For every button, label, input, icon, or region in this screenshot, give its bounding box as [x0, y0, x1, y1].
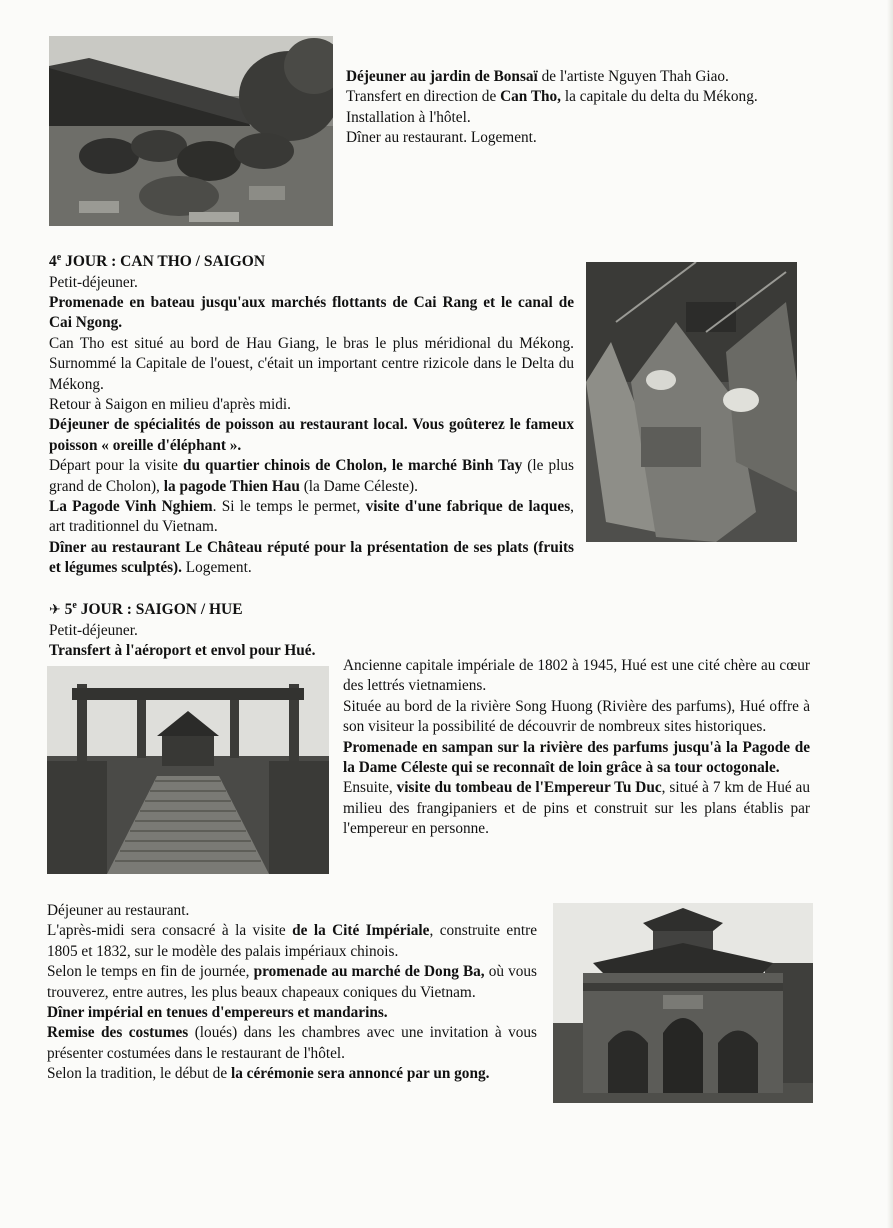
afternoon-imperial-city: L'après-midi sera consacré à la visite de la Cité Impériale, construite entre 1805 et 1832, sur le modèle des palais impériaux chinois.	[47, 922, 537, 960]
day5-tomb-visit: Ensuite, visite du tombeau de l'Empereur Tu Duc, situé à 7 km de Hué au milieu des frangipaniers et de pins et construit sur les plans établis par l'empereur en personne.	[343, 779, 810, 838]
afternoon-dinner: Dîner impérial en tenues d'empereurs et mandarins.	[47, 1004, 388, 1022]
day5-hue-location: Située au bord de la rivière Song Huong (Rivière des parfums), Hué offre à son visiteur la possibilité de découvrir de nombreux sites historiques.	[343, 697, 810, 736]
afternoon-dong-ba: Selon le temps en fin de journée, promenade au marché de Dong Ba, où vous trouverez, entre autres, les plus beaux chapeaux coniques du Vietnam.	[47, 963, 537, 1001]
day4-cholon: Départ pour la visite du quartier chinois de Cholon, le marché Binh Tay (le plus grand de Cholon), la pagode Thien Hau (la Dame Céleste).	[49, 457, 574, 495]
intro-line-1: Déjeuner au jardin de Bonsaï de l'artiste Nguyen Thah Giao.	[346, 68, 729, 85]
floating-market-photo	[586, 262, 797, 542]
imperial-city-gate-photo	[553, 903, 813, 1103]
day5-heading: ✈ 5e JOUR : SAIGON / HUE	[49, 600, 243, 619]
day4-lunch: Déjeuner de spécialités de poisson au restaurant local. Vous goûterez le fameux poisson « oreille d'éléphant ».	[49, 416, 574, 454]
day5-hue-text	[343, 656, 810, 840]
day4-dinner: Dîner au restaurant Le Château réputé pour la présentation de ses plats (fruits et légumes sculptés). Logement.	[49, 538, 574, 577]
intro-line-2: Transfert en direction de Can Tho, la capitale du delta du Mékong.	[346, 88, 758, 106]
afternoon-lunch: Déjeuner au restaurant.	[47, 902, 190, 919]
intro-line-4: Dîner au restaurant. Logement.	[346, 129, 537, 147]
day4-breakfast: Petit-déjeuner.	[49, 273, 138, 291]
day4-return: Retour à Saigon en milieu d'après midi.	[49, 396, 291, 413]
tu-duc-tomb-photo	[47, 666, 329, 874]
day4-can-tho: Can Tho est situé au bord de Hau Giang, le bras le plus méridional du Mékong. Surnommé la Capitale de l'ouest, c'était un important centre rizicole dans le Delta du Mékong.	[49, 334, 574, 393]
afternoon-gong: Selon la tradition, le début de la cérémonie sera annoncé par un gong.	[47, 1065, 490, 1083]
afternoon-costumes: Remise des costumes (loués) dans les chambres avec une invitation à vous présenter costumées dans le restaurant de l'hôtel.	[47, 1024, 537, 1062]
day5-flight: Transfert à l'aéroport et envol pour Hué.	[49, 641, 316, 659]
afternoon-section	[47, 901, 537, 1085]
intro-text	[346, 67, 812, 149]
plane-icon: ✈	[49, 602, 61, 619]
bonsai-garden-photo	[49, 36, 333, 226]
day4-boat-tour: Promenade en bateau jusqu'aux marchés flottants de Cai Rang et le canal de Cai Ngong.	[49, 293, 574, 332]
scan-edge	[887, 0, 893, 1228]
day5-header	[49, 596, 809, 661]
day4-heading: 4e JOUR : CAN THO / SAIGON	[49, 252, 266, 271]
day5-sampan: Promenade en sampan sur la rivière des parfums jusqu'à la Pagode de la Dame Céleste qui se reconnaît de loin grâce à sa tour octogonale.	[343, 738, 810, 777]
day4-section	[49, 248, 574, 579]
day5-breakfast: Petit-déjeuner.	[49, 621, 138, 639]
day5-hue-history: Ancienne capitale impériale de 1802 à 1945, Hué est une cité chère au cœur des lettrés vietnamiens.	[343, 657, 810, 695]
day4-pagoda: La Pagode Vinh Nghiem. Si le temps le permet, visite d'une fabrique de laques, art traditionnel du Vietnam.	[49, 498, 574, 536]
intro-line-3: Installation à l'hôtel.	[346, 108, 471, 126]
